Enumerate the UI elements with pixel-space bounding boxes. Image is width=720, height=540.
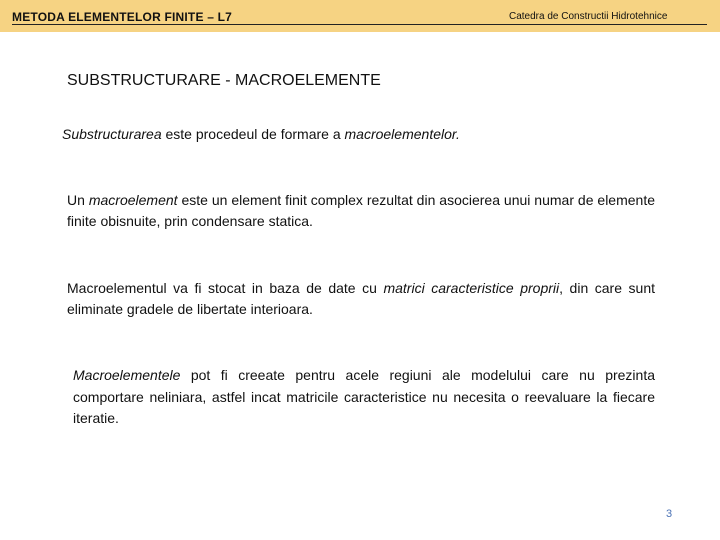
term-substructurarea: Substructurarea [62,126,162,142]
paragraph-text: pot fi creeate pentru acele regiuni ale modelului care nu prezinta comportare neliniara, astfel incat matricile caracteristice nu necesita o reevaluare la fiecare iteratie. [73,367,655,426]
paragraph-storage [67,278,655,320]
header-bar [0,0,720,32]
term-macroelementelor: macroelementelor. [344,126,460,142]
paragraph-text: , din care sunt eliminate gradele de libertate interioara. [67,280,656,317]
paragraph-text: este procedeul de formare a [161,126,345,142]
paragraph-substructurare [62,124,662,145]
paragraph-text: este un element finit complex rezultat din asocierea unui numar de elemente finite obisnuite, prin condensare statica. [67,192,655,229]
paragraph-text-start: Macroelementul va fi stocat in baza de date cu [67,280,384,296]
page-number: 3 [666,508,673,520]
paragraph-text-start: Un [67,192,89,208]
term-matrici-caracteristice: matrici caracteristice proprii [383,280,560,296]
paragraph-macroelement-definition [67,190,655,232]
paragraph-nonlinear [73,365,655,430]
slide-title: SUBSTRUCTURARE - MACROELEMENTE [67,72,381,89]
header-divider [12,24,707,25]
department-name: Catedra de Constructii Hidrotehnice [509,11,668,22]
term-macroelement: macroelement [88,192,178,208]
term-macroelementele: Macroelementele [73,367,181,383]
course-title: METODA ELEMENTELOR FINITE – L7 [12,10,233,24]
